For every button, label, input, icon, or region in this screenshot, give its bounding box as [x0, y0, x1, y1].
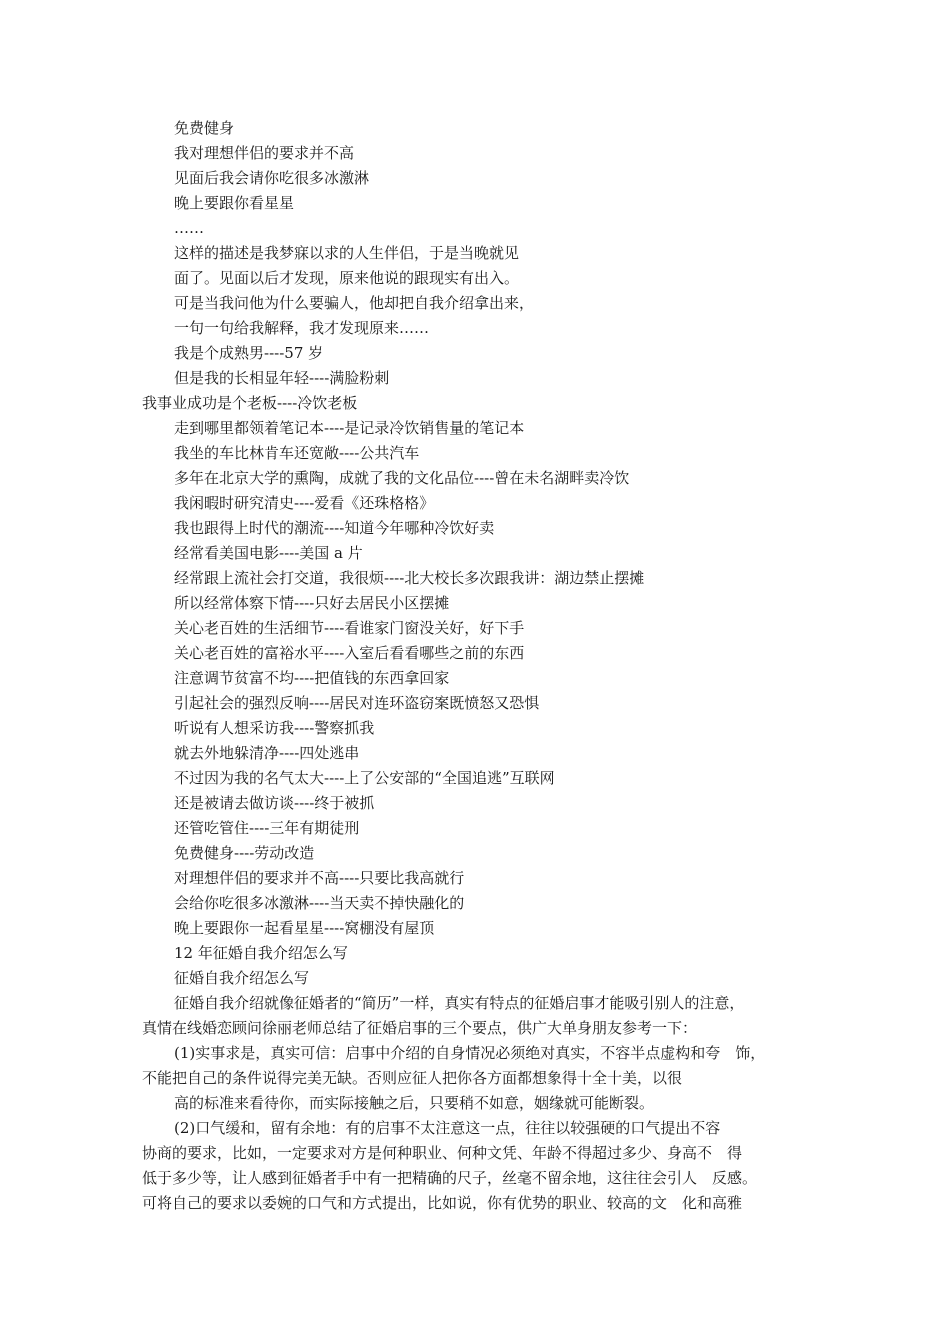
text-line: 引起社会的强烈反响----居民对连环盗窃案既愤怒又恐惧 — [174, 694, 540, 712]
text-line: 晚上要跟你看星星 — [174, 194, 295, 212]
text-line: 注意调节贫富不均----把值钱的东西拿回家 — [174, 669, 450, 687]
text-line: 就去外地躲清净----四处逃串 — [174, 744, 360, 762]
text-line: 还管吃管住----三年有期徒刑 — [174, 819, 360, 837]
text-line: …… — [174, 219, 204, 237]
text-line: 经常看美国电影----美国 a 片 — [174, 544, 363, 562]
text-line: 不过因为我的名气太大----上了公安部的“全国追逃”互联网 — [174, 769, 555, 787]
text-line: 走到哪里都领着笔记本----是记录冷饮销售量的笔记本 — [174, 419, 525, 437]
text-line: 这样的描述是我梦寐以求的人生伴侣，于是当晚就见 — [174, 244, 520, 262]
text-line: 低于多少等，让人感到征婚者手中有一把精确的尺子，丝毫不留余地，这往往会引人 反感。 — [142, 1169, 758, 1187]
text-line: 我对理想伴侣的要求并不高 — [174, 144, 355, 162]
text-line: 高的标准来看待你，而实际接触之后，只要稍不如意，姻缘就可能断裂。 — [174, 1094, 655, 1112]
text-line: 征婚自我介绍怎么写 — [174, 969, 310, 987]
text-line: 关心老百姓的富裕水平----入室后看看哪些之前的东西 — [174, 644, 525, 662]
text-line: 可将自己的要求以委婉的口气和方式提出，比如说，你有优势的职业、较高的文 化和高雅 — [142, 1194, 743, 1212]
text-line: 但是我的长相显年轻----满脸粉刺 — [174, 369, 390, 387]
text-line: 会给你吃很多冰激淋----当天卖不掉快融化的 — [174, 894, 465, 912]
text-line: 听说有人想采访我----警察抓我 — [174, 719, 375, 737]
text-line: 多年在北京大学的熏陶，成就了我的文化品位----曾在未名湖畔卖冷饮 — [174, 469, 630, 487]
text-line: 还是被请去做访谈----终于被抓 — [174, 794, 375, 812]
text-line: 不能把自己的条件说得完美无缺。否则应征人把你各方面都想象得十全十美，以很 — [142, 1069, 683, 1087]
text-line: 可是当我问他为什么要骗人，他却把自我介绍拿出来， — [174, 294, 535, 312]
text-line: (1)实事求是，真实可信：启事中介绍的自身情况必须绝对真实，不容半点虚构和夸 饰， — [174, 1044, 766, 1062]
text-line: 晚上要跟你一起看星星----窝棚没有屋顶 — [174, 919, 435, 937]
text-line: 所以经常体察下情----只好去居民小区摆摊 — [174, 594, 450, 612]
text-line: 12 年征婚自我介绍怎么写 — [174, 944, 348, 962]
text-line: 协商的要求，比如，一定要求对方是何种职业、何种文凭、年龄不得超过多少、身高不 得 — [142, 1144, 743, 1162]
text-line: 面了。见面以后才发现，原来他说的跟现实有出入。 — [174, 269, 520, 287]
text-line: 关心老百姓的生活细节----看谁家门窗没关好，好下手 — [174, 619, 525, 637]
text-line: 我闲暇时研究清史----爱看《还珠格格》 — [174, 494, 435, 512]
text-line: 我也跟得上时代的潮流----知道今年哪种冷饮好卖 — [174, 519, 495, 537]
text-line: 对理想伴侣的要求并不高----只要比我高就行 — [174, 869, 465, 887]
text-line: 免费健身----劳动改造 — [174, 844, 315, 862]
text-line: 我事业成功是个老板----冷饮老板 — [142, 394, 358, 412]
text-line: 真情在线婚恋顾问徐丽老师总结了征婚启事的三个要点，供广大单身朋友参考一下： — [142, 1019, 698, 1037]
text-line: 见面后我会请你吃很多冰激淋 — [174, 169, 370, 187]
text-line: (2)口气缓和，留有余地：有的启事不太注意这一点，往往以较强硬的口气提出不容 — [174, 1119, 721, 1137]
text-line: 免费健身 — [174, 119, 235, 137]
text-line: 一句一句给我解释，我才发现原来…… — [174, 319, 430, 337]
text-line: 征婚自我介绍就像征婚者的“简历”一样，真实有特点的征婚启事才能吸引别人的注意， — [174, 994, 745, 1012]
text-line: 我是个成熟男----57 岁 — [174, 344, 324, 362]
text-line: 我坐的车比林肯车还宽敞----公共汽车 — [174, 444, 420, 462]
text-line: 经常跟上流社会打交道，我很烦----北大校长多次跟我讲：湖边禁止摆摊 — [174, 569, 645, 587]
